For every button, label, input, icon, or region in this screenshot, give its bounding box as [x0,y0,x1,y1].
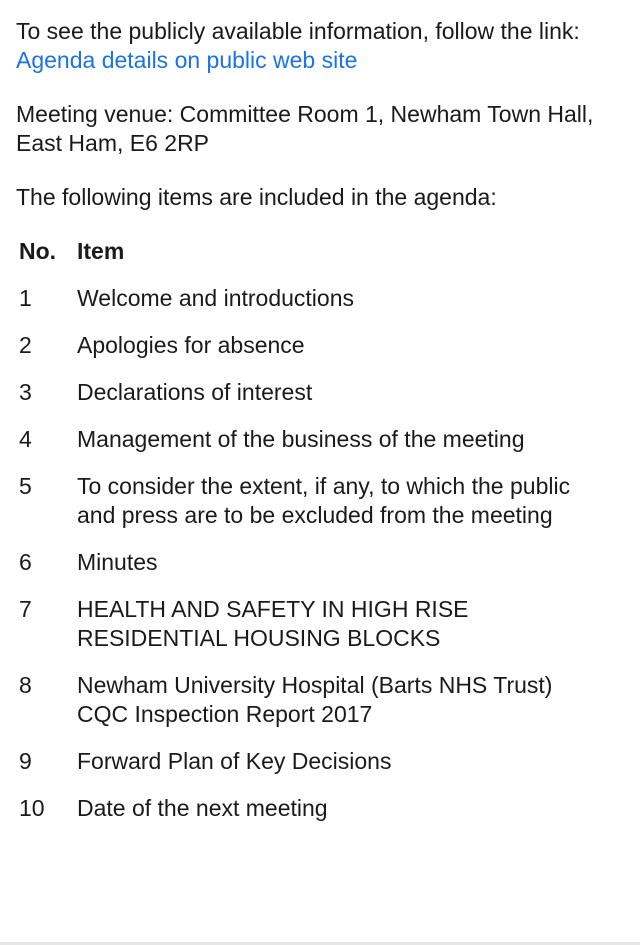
agenda-row [19,669,609,745]
agenda-row [19,792,609,839]
agenda-row-item: Apologies for absence [77,332,305,358]
column-header-no: No. [19,238,57,264]
agenda-details-link[interactable]: Agenda details on public web site [16,47,358,73]
agenda-row-number: 2 [19,332,32,358]
agenda-row-number: 1 [19,285,32,311]
agenda-row-number: 7 [19,596,32,622]
intro-paragraph [16,17,616,75]
agenda-row-item: Date of the next meeting [77,795,328,821]
venue-paragraph: Meeting venue: Committee Room 1, Newham Town Hall, East Ham, E6 2RP [16,101,594,156]
column-header-item: Item [77,238,125,264]
agenda-row [19,376,609,423]
agenda-row-item: Minutes [77,549,158,575]
agenda-row-item: To consider the extent, if any, to which the public and press are to be excluded from the meeting [77,473,571,528]
agenda-row [19,546,609,593]
agenda-row-number: 10 [19,795,45,821]
agenda-content [16,17,616,839]
agenda-row-item: Management of the business of the meeting [77,426,525,452]
agenda-row-number: 8 [19,672,32,698]
agenda-row-number: 6 [19,549,32,575]
agenda-row-item: Forward Plan of Key Decisions [77,748,392,774]
agenda-header-row [19,235,609,282]
agenda-row-number: 9 [19,748,32,774]
agenda-table [19,235,609,839]
agenda-row-number: 4 [19,426,32,452]
agenda-row [19,282,609,329]
agenda-row-number: 3 [19,379,32,405]
agenda-row [19,470,609,546]
agenda-row [19,593,609,669]
agenda-row [19,745,609,792]
agenda-row-item: HEALTH AND SAFETY IN HIGH RISE RESIDENTIAL HOUSING BLOCKS [77,596,469,651]
agenda-row [19,329,609,376]
agenda-row-item: Declarations of interest [77,379,313,405]
agenda-row-item: Welcome and introductions [77,285,354,311]
agenda-row-number: 5 [19,473,32,499]
agenda-row-item: Newham University Hospital (Barts NHS Trust) CQC Inspection Report 2017 [77,672,553,727]
agenda-row [19,423,609,470]
items-intro-paragraph: The following items are included in the agenda: [16,184,497,210]
intro-text: To see the publicly available information, follow the link: [16,18,580,44]
